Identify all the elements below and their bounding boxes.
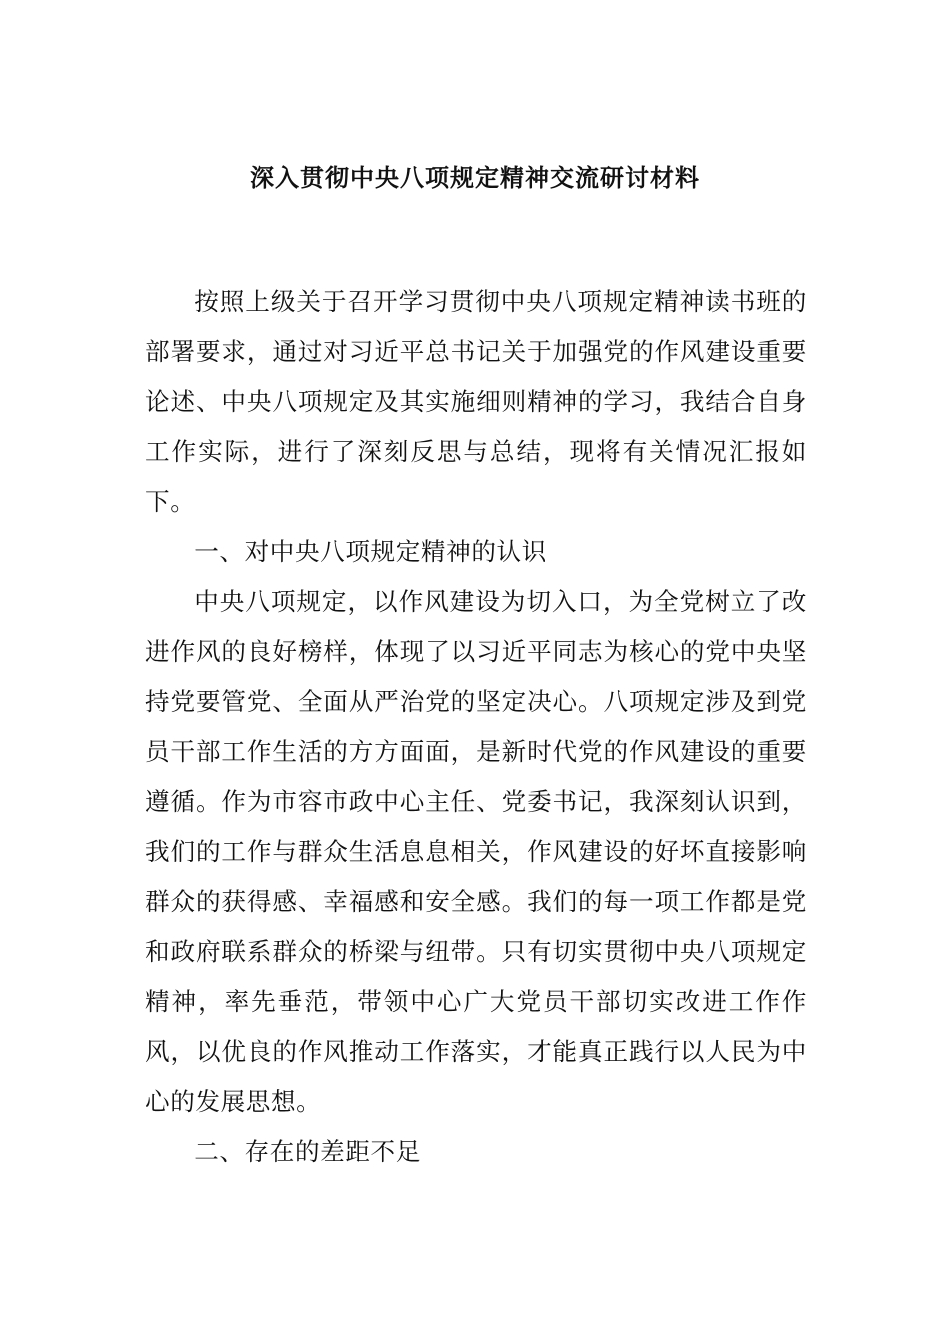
section-1-paragraph: 中央八项规定，以作风建设为切入口，为全党树立了改进作风的良好榜样，体现了以习近平同志为核心的党中央坚持党要管党、全面从严治党的坚定决心。八项规定涉及到党员干部工作生活的方方面面，是新时代党的作风建设的重要遵循。作为市容市政中心主任、党委书记，我深刻认识到，我们的工作与群众生活息息相关，作风建设的好坏直接影响群众的获得感、幸福感和安全感。我们的每一项工作都是党和政府联系群众的桥梁与纽带。只有切实贯彻中央八项规定精神，率先垂范，带领中心广大党员干部切实改进工作作风，以优良的作风推动工作落实，才能真正践行以人民为中心的发展思想。 (145, 587, 807, 1116)
intro-paragraph: 按照上级关于召开学习贯彻中央八项规定精神读书班的部署要求，通过对习近平总书记关于加强党的作风建设重要论述、中央八项规定及其实施细则精神的学习，我结合自身工作实际，进行了深刻反思与总结，现将有关情况汇报如下。 (145, 287, 807, 516)
section-1-heading: 一、对中央八项规定精神的认识 (194, 537, 547, 566)
document-body (145, 277, 807, 1177)
section-2-heading: 二、存在的差距不足 (194, 1137, 421, 1166)
document-title: 深入贯彻中央八项规定精神交流研讨材料 (250, 164, 700, 192)
